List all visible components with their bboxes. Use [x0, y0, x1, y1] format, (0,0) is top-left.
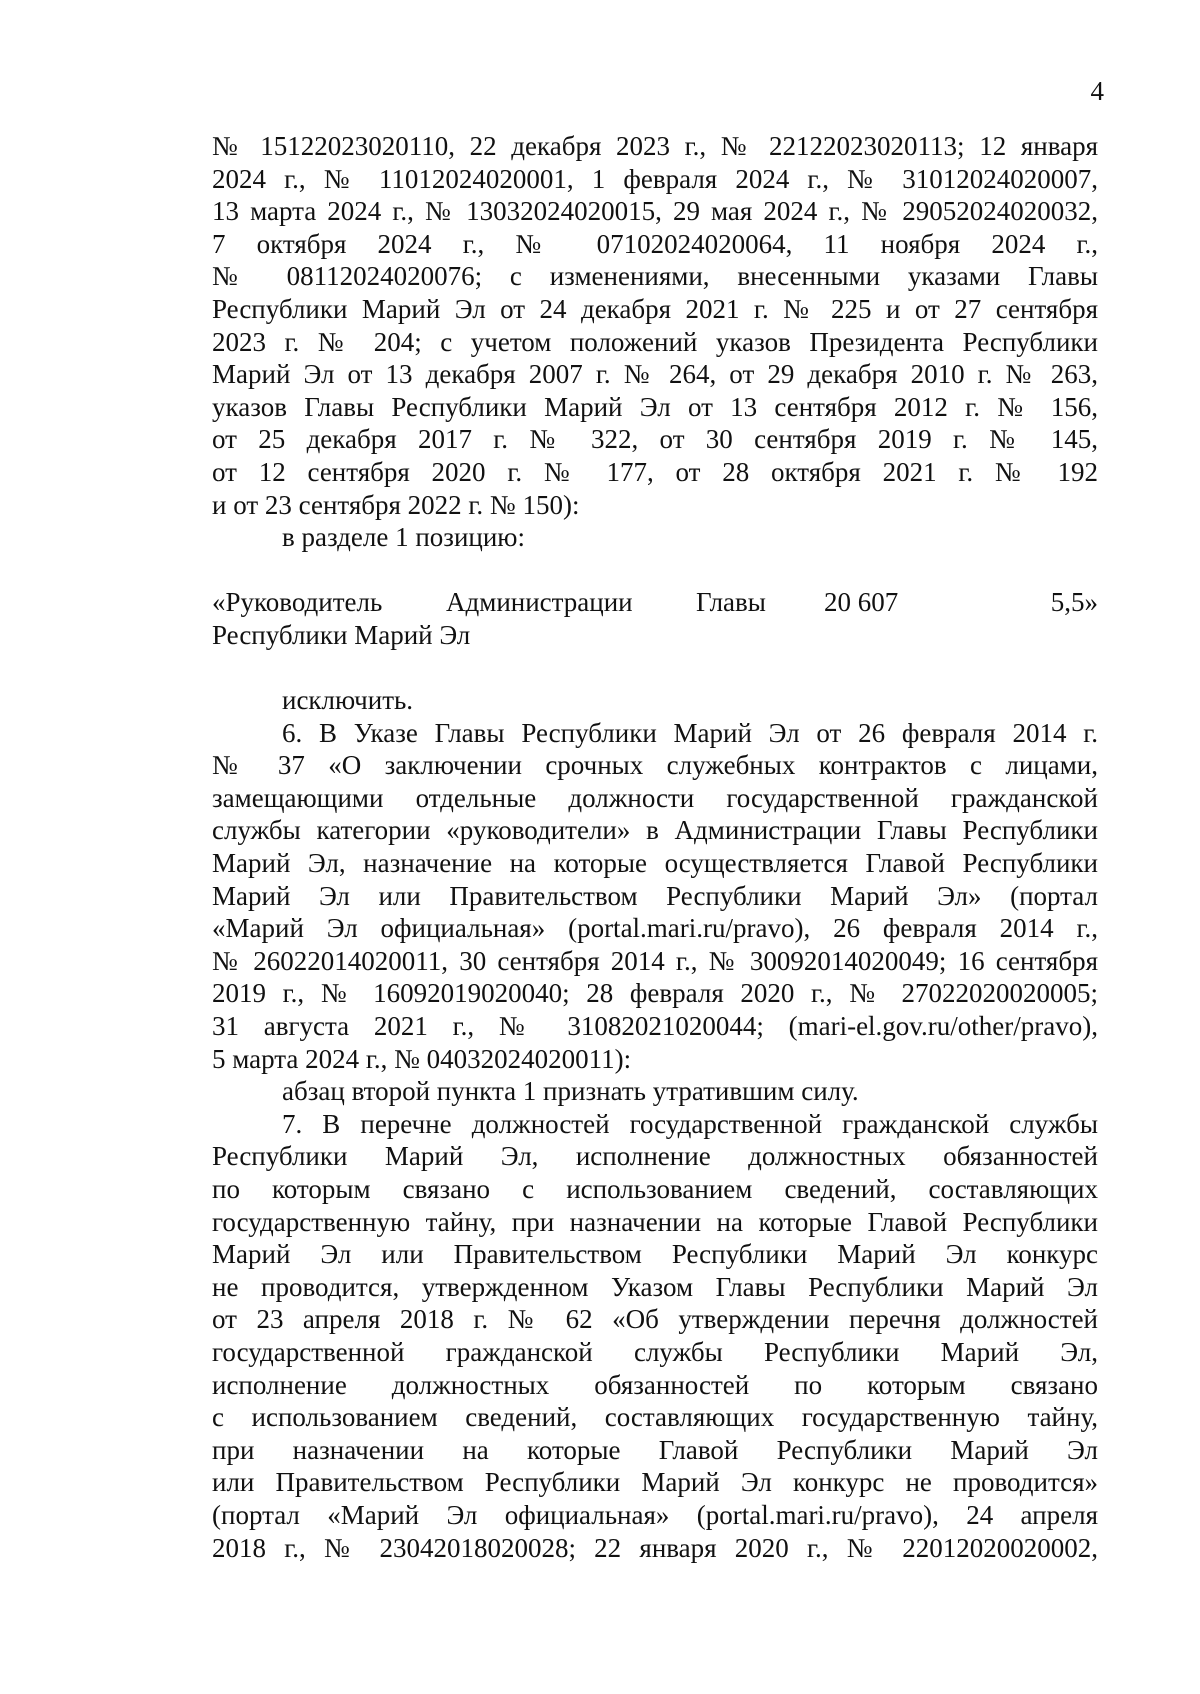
- text-line: от 25 декабря 2017 г. № 322, от 30 сентября 2019 г. № 145,: [212, 424, 1098, 455]
- text-line: 7. В перечне должностей государственной гражданской службы: [282, 1108, 1098, 1139]
- text-line: Марий Эл, назначение на которые осуществляется Главой Республики: [212, 848, 1098, 879]
- text-line: 2024 г., № 11012024020001, 1 февраля 2024 г., № 31012024020007,: [212, 163, 1098, 194]
- blank-line: [212, 652, 1098, 685]
- item6-paragraph: абзац второй пункта 1 признать утратившим силу.: [282, 1076, 859, 1107]
- text-line: Марий Эл или Правительством Республики Марий Эл» (портал: [212, 880, 1098, 911]
- text-line: от 23 апреля 2018 г. № 62 «Об утверждении перечня должностей: [212, 1304, 1098, 1335]
- position-title-line2: Республики Марий Эл: [212, 619, 471, 650]
- text-line: по которым связано с использованием сведений, составляющих: [212, 1174, 1098, 1204]
- text-line: Марий Эл от 13 декабря 2007 г. № 264, от 29 декабря 2010 г. № 263,: [212, 359, 1098, 390]
- text-line: 2018 г., № 23042018020028; 22 января 2020 г., № 22012020020002,: [212, 1532, 1098, 1563]
- text-line: № 15122023020110, 22 декабря 2023 г., № 22122023020113; 12 января: [212, 131, 1098, 161]
- text-line: (портал «Марий Эл официальная» (portal.mari.ru/pravo), 24 апреля: [212, 1499, 1098, 1530]
- page-number: 4: [1090, 76, 1104, 106]
- text-line: 2023 г. № 204; с учетом положений указов Президента Республики: [212, 326, 1098, 357]
- text-line: «Марий Эл официальная» (portal.mari.ru/pravo), 26 февраля 2014 г.,: [212, 913, 1098, 944]
- text-line: 7 октября 2024 г., № 07102024020064, 11 ноября 2024 г.,: [212, 228, 1098, 259]
- position-title-part3: Главы: [696, 587, 766, 618]
- text-line: Республики Марий Эл, исполнение должностных обязанностей: [212, 1141, 1098, 1172]
- text-line: не проводится, утвержденном Указом Главы Республики Марий Эл: [212, 1271, 1098, 1302]
- section-intro: в разделе 1 позицию:: [282, 522, 525, 553]
- position-row: [212, 586, 1098, 619]
- text-line: от 12 сентября 2020 г. № 177, от 28 октября 2021 г. № 192: [212, 456, 1098, 487]
- position-salary: 20 607: [824, 587, 899, 618]
- text-line: Марий Эл или Правительством Республики Марий Эл конкурс: [212, 1239, 1098, 1270]
- text-line: указов Главы Республики Марий Эл от 13 сентября 2012 г. № 156,: [212, 391, 1098, 422]
- item5-references: [212, 130, 1098, 521]
- document-body: [212, 130, 1098, 1564]
- text-line: 13 марта 2024 г., № 13032024020015, 29 мая 2024 г., № 29052024020032,: [212, 196, 1098, 227]
- text-line: № 08112024020076; с изменениями, внесенными указами Главы: [212, 261, 1098, 292]
- text-line: 6. В Указе Главы Республики Марий Эл от 26 февраля 2014 г.: [282, 717, 1098, 748]
- exclude-text: исключить.: [282, 685, 414, 716]
- text-line: государственную тайну, при назначении на которые Главой Республики: [212, 1206, 1098, 1237]
- position-coefficient: 5,5»: [1050, 587, 1098, 618]
- text-line: или Правительством Республики Марий Эл конкурс не проводится»: [212, 1467, 1098, 1498]
- position-title-part1: «Руководитель: [212, 587, 383, 618]
- text-line: исполнение должностных обязанностей по которым связано: [212, 1369, 1098, 1400]
- text-line: с использованием сведений, составляющих государственную тайну,: [212, 1402, 1098, 1433]
- text-line: при назначении на которые Главой Республики Марий Эл: [212, 1434, 1098, 1465]
- item-6: [212, 717, 1098, 1076]
- text-line: службы категории «руководители» в Администрации Главы Республики: [212, 815, 1098, 846]
- text-line: № 37 «О заключении срочных служебных контрактов с лицами,: [212, 750, 1098, 781]
- text-line: замещающими отдельные должности государственной гражданской: [212, 782, 1098, 813]
- text-line: и от 23 сентября 2022 г. № 150):: [212, 489, 580, 520]
- text-line: № 26022014020011, 30 сентября 2014 г., № 30092014020049; 16 сентября: [212, 945, 1098, 976]
- text-line: Республики Марий Эл от 24 декабря 2021 г. № 225 и от 27 сентября: [212, 293, 1098, 324]
- item-7: [212, 1108, 1098, 1564]
- blank-line: [212, 554, 1098, 587]
- position-title-part2: Администрации: [446, 587, 633, 618]
- text-line: 2019 г., № 16092019020040; 28 февраля 2020 г., № 27022020020005;: [212, 978, 1098, 1009]
- text-line: 31 августа 2021 г., № 31082021020044; (mari-el.gov.ru/other/pravo),: [212, 1011, 1098, 1042]
- text-line: государственной гражданской службы Республики Марий Эл,: [212, 1336, 1098, 1367]
- text-line: 5 марта 2024 г., № 04032024020011):: [212, 1043, 632, 1074]
- position-entry: [212, 586, 1098, 651]
